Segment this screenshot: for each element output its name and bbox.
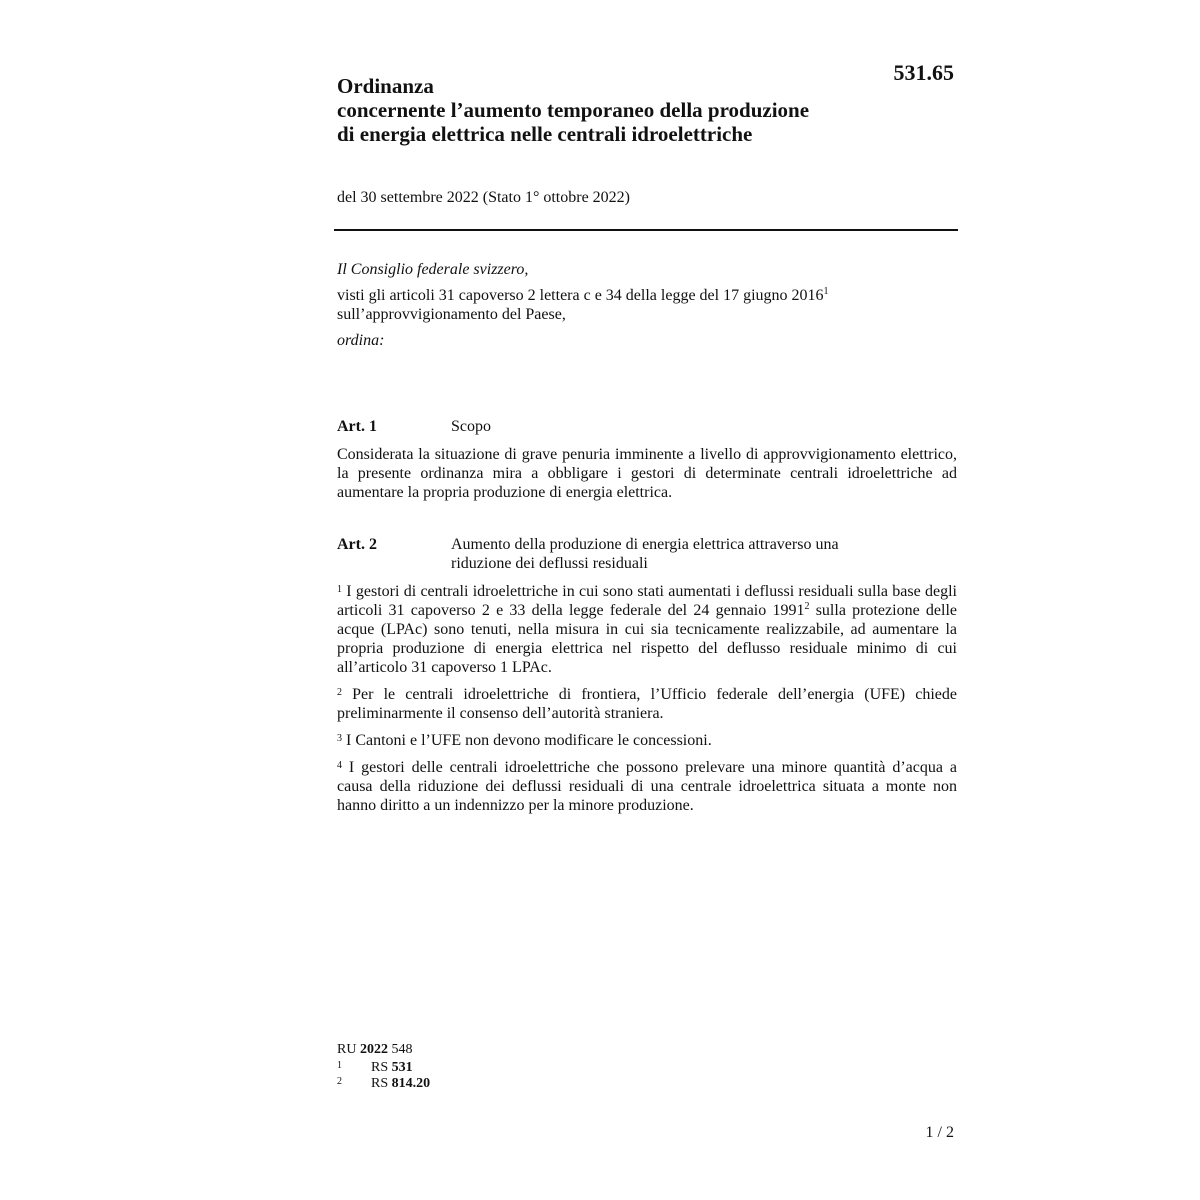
decree: ordina: (337, 332, 385, 349)
article-paragraph (337, 685, 957, 723)
article-title: Scopo (451, 418, 491, 435)
footnote-link[interactable]: 531 (391, 1060, 413, 1075)
footnote-prefix: RS (371, 1076, 389, 1091)
official-compilation-ref (337, 1042, 430, 1058)
article-heading (337, 417, 957, 436)
paragraph-text: sulla protezione delle acque (LPAc) sono tenuti, nella misura in cui sia tecnicamente realizzabile, ad aumentare la propria produzione di energia elettrica nel rispetto del deflusso residuale minimo di cui all’articolo 31 capoverso 1 LPAc. (337, 602, 957, 676)
footnote-number: 1 (337, 1060, 342, 1071)
paragraph-number: 1 (337, 584, 342, 595)
paragraph-text: I Cantoni e l’UFE non devono modificare le concessioni. (346, 732, 712, 749)
footnotes (337, 1042, 430, 1092)
footnote-item (337, 1060, 430, 1076)
paragraph-text: I gestori di centrali idroelettriche in cui sono stati aumentati i deflussi residuali sulla base degli articoli 31 capoverso 2 e 33 della legge federale del 24 gennaio 1991 (337, 583, 957, 619)
document-page (337, 0, 957, 1200)
article-1 (337, 417, 957, 510)
legal-basis (337, 286, 957, 324)
article-heading (337, 535, 957, 573)
document-date: del 30 settembre 2022 (Stato 1° ottobre 2022) (337, 189, 631, 206)
article-paragraph (337, 758, 957, 815)
paragraph-text: I gestori delle centrali idroelettriche che possono prelevare una minore quantità d’acqua a causa della riduzione dei deflussi residuali di una centrale idroelettrica situata a monte non hanno diritto a un indennizzo per la minore produzione. (337, 759, 957, 814)
authority: Il Consiglio federale svizzero, (337, 261, 529, 278)
title-line: concernente l’aumento temporaneo della produzione (337, 98, 810, 122)
article-title (451, 535, 957, 573)
title-line: di energia elettrica nelle centrali idroelettriche (337, 122, 753, 146)
page-number: 1 / 2 (925, 1124, 954, 1141)
article-title-line: riduzione dei deflussi residuali (451, 555, 648, 572)
preamble (337, 260, 957, 357)
footnote-number: 2 (337, 1076, 342, 1087)
sr-number: 531.65 (893, 60, 954, 85)
ru-prefix: RU (337, 1042, 357, 1057)
article-title-line: Aumento della produzione di energia elettrica attraverso una (451, 536, 839, 553)
footnote-ref[interactable]: 2 (804, 601, 810, 612)
footnote-link[interactable]: 814.20 (391, 1076, 431, 1091)
paragraph-number: 3 (337, 733, 342, 744)
legal-basis-text: visti gli articoli 31 capoverso 2 lettera c e 34 della legge del 17 giugno 2016 (337, 287, 824, 304)
document-title (337, 74, 809, 146)
header-divider (334, 229, 958, 231)
footnote-prefix: RS (371, 1060, 389, 1075)
paragraph-number: 4 (337, 760, 342, 771)
title-line: Ordinanza (337, 74, 434, 98)
footnote-item (337, 1076, 430, 1092)
article-paragraph (337, 582, 957, 677)
ru-page: 548 (391, 1042, 413, 1057)
footnote-ref[interactable]: 1 (823, 286, 829, 297)
article-2 (337, 535, 957, 823)
article-number: Art. 1 (337, 418, 377, 435)
paragraph-text: Per le centrali idroelettriche di frontiera, l’Ufficio federale dell’energia (UFE) chiede preliminarmente il consenso dell’autorità straniera. (337, 686, 958, 722)
article-number: Art. 2 (337, 536, 377, 553)
article-paragraph (337, 731, 957, 750)
ru-year: 2022 (359, 1042, 388, 1057)
paragraph-number: 2 (337, 687, 342, 698)
legal-basis-text-2: sull’approvvigionamento del Paese, (337, 306, 566, 323)
article-paragraph: Considerata la situazione di grave penuria imminente a livello di approvvigionamento elettrico, la presente ordinanza mira a obbligare i gestori di determinate centrali idroelettriche ad aumentare la propria produzione di energia elettrica. (337, 446, 957, 501)
